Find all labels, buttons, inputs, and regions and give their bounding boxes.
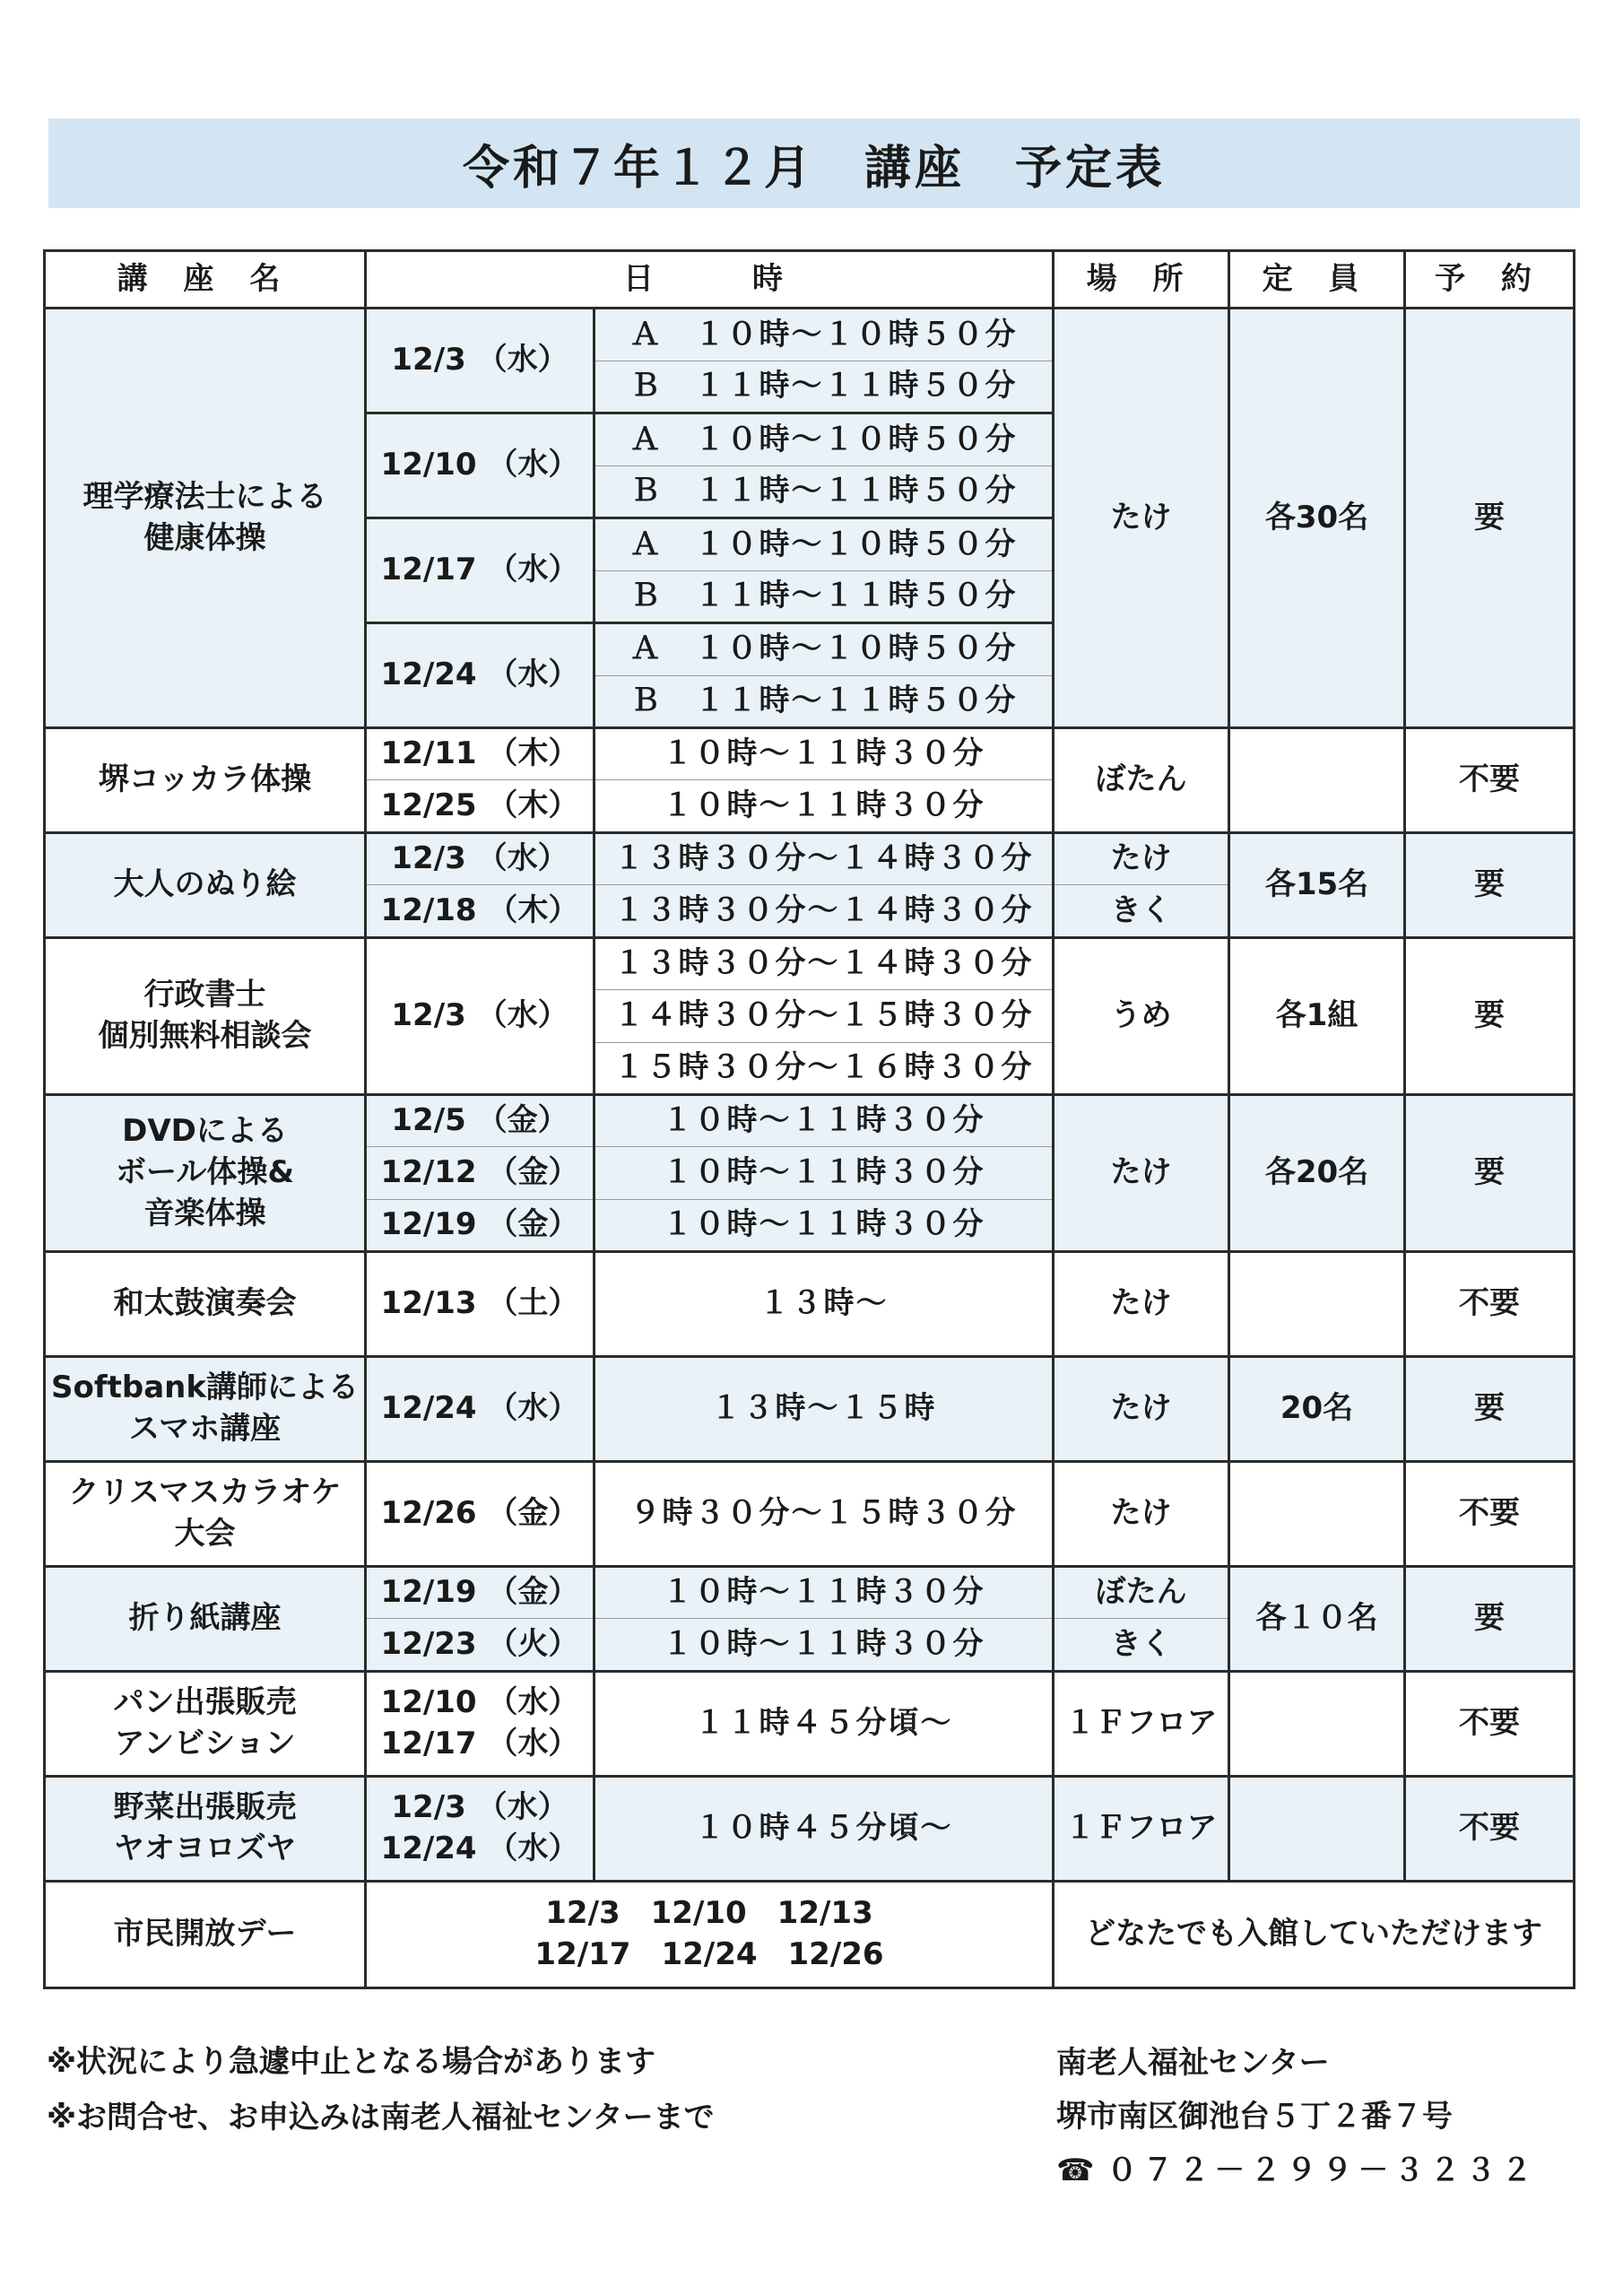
date-cell: 12/3 （水） — [366, 937, 595, 1094]
table-row — [45, 1462, 1575, 1567]
capacity-cell — [1229, 1776, 1405, 1881]
time-cell: Ａ １０時～１０時５０分 — [595, 623, 1054, 675]
table-row — [45, 1567, 1575, 1619]
reserve-cell: 不要 — [1405, 727, 1575, 832]
schedule-table — [43, 249, 1575, 1989]
reserve-cell: 要 — [1405, 1567, 1575, 1672]
note-line: ※お問合せ、お申込みは南老人福祉センターまで — [47, 2100, 715, 2135]
header-row — [45, 251, 1575, 309]
time-cell: ９時３０分～１５時３０分 — [595, 1462, 1054, 1567]
capacity-cell — [1229, 1252, 1405, 1357]
title-banner — [48, 118, 1580, 208]
date-cell: 12/3 （水） — [366, 309, 595, 413]
date-cell: 12/3 12/10 12/13 12/17 12/24 12/26 — [366, 1881, 1054, 1987]
table-row — [45, 937, 1575, 989]
time-cell: １３時３０分～１４時３０分 — [595, 832, 1054, 884]
reserve-cell: 要 — [1405, 1357, 1575, 1462]
course-name: 野菜出張販売 ヤオヨロズヤ — [45, 1776, 366, 1881]
note-line: ※状況により急遽中止となる場合があります — [47, 2044, 656, 2080]
place-cell: たけ — [1054, 832, 1229, 884]
date-cell: 12/17 （水） — [366, 518, 595, 623]
time-cell: １０時～１１時３０分 — [595, 1095, 1054, 1147]
table-row — [45, 309, 1575, 361]
table-row — [45, 1881, 1575, 1987]
date-cell: 12/3 （水） — [366, 832, 595, 884]
header-course: 講 座 名 — [45, 251, 366, 309]
course-name: 和太鼓演奏会 — [45, 1252, 366, 1357]
reserve-cell: 要 — [1405, 832, 1575, 937]
center-name: 南老人福祉センター — [1056, 2045, 1330, 2081]
time-cell: Ｂ １１時～１１時５０分 — [595, 361, 1054, 413]
reserve-cell: 要 — [1405, 937, 1575, 1094]
reserve-cell: 要 — [1405, 1095, 1575, 1252]
place-cell: １Ｆフロア — [1054, 1776, 1229, 1881]
date-cell: 12/3 （水） 12/24 （水） — [366, 1776, 595, 1881]
time-cell: １０時４５分頃～ — [595, 1776, 1054, 1881]
date-cell: 12/11 （木） — [366, 727, 595, 779]
reserve-cell: 不要 — [1405, 1671, 1575, 1776]
time-cell: １０時～１１時３０分 — [595, 780, 1054, 832]
place-cell: たけ — [1054, 1357, 1229, 1462]
reserve-cell: 不要 — [1405, 1252, 1575, 1357]
time-cell: １０時～１１時３０分 — [595, 1147, 1054, 1199]
table-row — [45, 1095, 1575, 1147]
capacity-cell — [1229, 1462, 1405, 1567]
capacity-cell: 各30名 — [1229, 309, 1405, 728]
time-cell: Ａ １０時～１０時５０分 — [595, 518, 1054, 570]
course-name: 理学療法士による 健康体操 — [45, 309, 366, 728]
reserve-cell: 不要 — [1405, 1462, 1575, 1567]
place-cell: たけ — [1054, 1252, 1229, 1357]
place-cell: たけ — [1054, 1462, 1229, 1567]
date-cell: 12/12 （金） — [366, 1147, 595, 1199]
place-cell: １Ｆフロア — [1054, 1671, 1229, 1776]
table-row — [45, 1252, 1575, 1357]
date-cell: 12/18 （木） — [366, 885, 595, 937]
page-title: 令和７年１２月 講座 予定表 — [462, 141, 1166, 196]
date-cell: 12/23 （火） — [366, 1619, 595, 1671]
table-row — [45, 832, 1575, 884]
place-cell: うめ — [1054, 937, 1229, 1094]
time-cell: １５時３０分～１６時３０分 — [595, 1042, 1054, 1094]
table-row — [45, 1357, 1575, 1462]
time-cell: Ｂ １１時～１１時５０分 — [595, 465, 1054, 517]
time-cell: Ａ １０時～１０時５０分 — [595, 413, 1054, 465]
course-name: パン出張販売 アンビション — [45, 1671, 366, 1776]
course-name: 行政書士 個別無料相談会 — [45, 937, 366, 1094]
time-cell: １０時～１１時３０分 — [595, 1199, 1054, 1251]
center-phone: ０７２－２９９－３２３２ — [1107, 2152, 1538, 2188]
center-address: 堺市南区御池台５丁２番７号 — [1056, 2099, 1453, 2135]
header-capacity: 定 員 — [1229, 251, 1405, 309]
time-cell: Ｂ １１時～１１時５０分 — [595, 675, 1054, 727]
date-cell: 12/10 （水） 12/17 （水） — [366, 1671, 595, 1776]
capacity-cell: 各1組 — [1229, 937, 1405, 1094]
time-cell: １０時～１１時３０分 — [595, 727, 1054, 779]
header-reserve: 予 約 — [1405, 251, 1575, 309]
course-name: Softbank講師による スマホ講座 — [45, 1357, 366, 1462]
course-name: 折り紙講座 — [45, 1567, 366, 1672]
date-cell: 12/13 （土） — [366, 1252, 595, 1357]
date-cell: 12/24 （水） — [366, 1357, 595, 1462]
course-name: 大人のぬり絵 — [45, 832, 366, 937]
center-phone-line — [1056, 2144, 1537, 2197]
capacity-cell: 20名 — [1229, 1357, 1405, 1462]
open-day-note: どなたでも入館していただけます — [1054, 1881, 1575, 1987]
date-cell: 12/19 （金） — [366, 1199, 595, 1251]
table-row — [45, 727, 1575, 779]
capacity-cell: 各20名 — [1229, 1095, 1405, 1252]
date-cell: 12/10 （水） — [366, 413, 595, 518]
place-cell: ぼたん — [1054, 727, 1229, 832]
capacity-cell — [1229, 727, 1405, 832]
date-cell: 12/25 （木） — [366, 780, 595, 832]
time-cell: Ｂ １１時～１１時５０分 — [595, 570, 1054, 622]
course-name: 堺コッカラ体操 — [45, 727, 366, 832]
course-name: クリスマスカラオケ 大会 — [45, 1462, 366, 1567]
center-info — [1056, 2036, 1537, 2197]
course-name: 市民開放デー — [45, 1881, 366, 1987]
date-cell: 12/5 （金） — [366, 1095, 595, 1147]
table-row — [45, 1776, 1575, 1881]
time-cell: Ａ １０時～１０時５０分 — [595, 309, 1054, 361]
course-name: DVDによる ボール体操& 音楽体操 — [45, 1095, 366, 1252]
capacity-cell — [1229, 1671, 1405, 1776]
date-cell: 12/19 （金） — [366, 1567, 595, 1619]
place-cell: きく — [1054, 1619, 1229, 1671]
reserve-cell: 要 — [1405, 309, 1575, 728]
place-cell: たけ — [1054, 309, 1229, 728]
time-cell: １３時３０分～１４時３０分 — [595, 937, 1054, 989]
time-cell: １１時４５分頃～ — [595, 1671, 1054, 1776]
place-cell: たけ — [1054, 1095, 1229, 1252]
header-datetime: 日 時 — [366, 251, 1054, 309]
time-cell: １０時～１１時３０分 — [595, 1567, 1054, 1619]
place-cell: ぼたん — [1054, 1567, 1229, 1619]
telephone-icon: ☎ — [1056, 2152, 1095, 2188]
notes — [47, 2034, 715, 2145]
date-cell: 12/24 （水） — [366, 623, 595, 728]
capacity-cell: 各１０名 — [1229, 1567, 1405, 1672]
time-cell: １４時３０分～１５時３０分 — [595, 990, 1054, 1042]
reserve-cell: 不要 — [1405, 1776, 1575, 1881]
date-cell: 12/26 （金） — [366, 1462, 595, 1567]
capacity-cell: 各15名 — [1229, 832, 1405, 937]
time-cell: １３時～ — [595, 1252, 1054, 1357]
table-row — [45, 1671, 1575, 1776]
time-cell: １３時～１５時 — [595, 1357, 1054, 1462]
header-place: 場 所 — [1054, 251, 1229, 309]
place-cell: きく — [1054, 885, 1229, 937]
time-cell: １０時～１１時３０分 — [595, 1619, 1054, 1671]
time-cell: １３時３０分～１４時３０分 — [595, 885, 1054, 937]
